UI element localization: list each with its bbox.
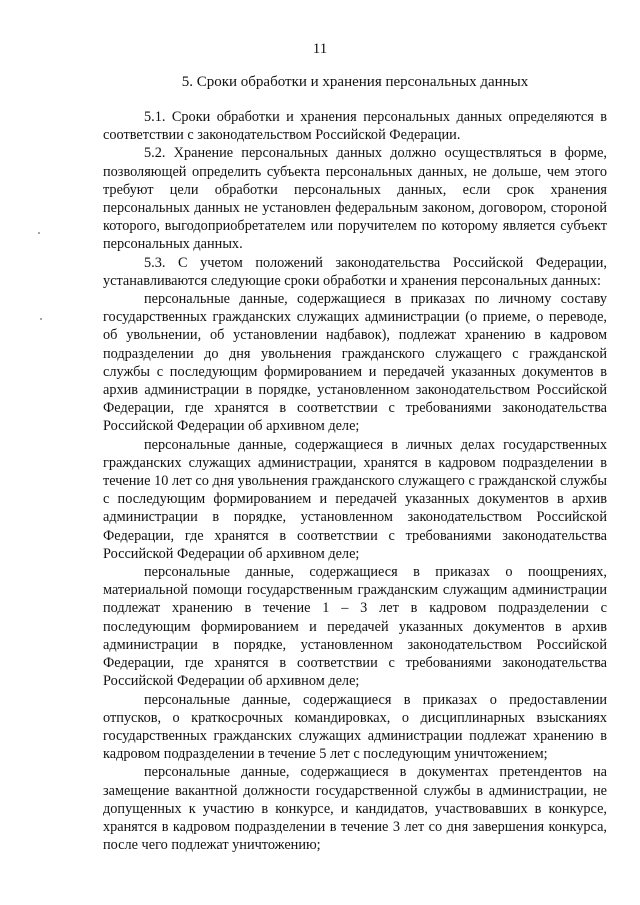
paragraph-5-1: 5.1. Сроки обработки и хранения персональных данных определяются в соответствии с законодательством Российской Федерации.: [103, 109, 607, 144]
paragraph-5-3: 5.3. С учетом положений законодательства Российской Федерации, устанавливаются следующие сроки обработки и хранения персональных данных:: [103, 254, 607, 289]
list-item-orders-incentives: персональные данные, содержащиеся в приказах о поощрениях, материальной помощи государственным гражданским служащим администрации подлежат хранению в течение 1 – 3 лет в кадровом подразделении с последующим формированием и передачей указанных документов в архив администрации в порядке, установленном законодательством Российской Федерации, где хранятся в соответствии с требованиями законодательства Российской Федерации об архивном деле;: [103, 564, 607, 690]
list-item-personal-files: персональные данные, содержащиеся в личных делах государственных гражданских служащих администрации, хранятся в кадровом подразделении в течение 10 лет со дня увольнения гражданского служащего с гражданской службы с последующим формированием и передачей указанных документов в архив администрации в порядке, установленном законодательством Российской Федерации, где хранятся в соответствии с требованиями законодательства Российской Федерации об архивном деле;: [103, 436, 607, 562]
list-item-orders-leave: персональные данные, содержащиеся в приказах о предоставлении отпусков, о краткосрочных командировках, о дисциплинарных взысканиях государственных гражданских служащих администрации подлежат хранению в кадровом подразделении в течение 5 лет с последующим уничтожением;: [103, 691, 607, 763]
scan-speck: [38, 232, 40, 234]
paragraph-5-2: 5.2. Хранение персональных данных должно осуществляться в форме, позволяющей определить субъекта персональных данных, не дольше, чем этого требуют цели обработки персональных данных, если срок хранения персональных данных не установлен федеральным законом, договором, стороной которого, выгодоприобретателем или поручителем по которому является субъект персональных данных.: [103, 145, 607, 253]
scan-speck: [40, 318, 42, 320]
page-number: 11: [312, 41, 328, 57]
document-body: [103, 108, 607, 854]
section-title: 5. Сроки обработки и хранения персональных данных: [181, 74, 529, 90]
list-item-candidate-documents: персональные данные, содержащиеся в документах претендентов на замещение вакантной должности государственной службы в администрации, не допущенных к участию в конкурсе, и кандидатов, участвовавших в конкурсе, хранятся в кадровом подразделении в течение 3 лет со дня завершения конкурса, после чего подлежат уничтожению;: [103, 764, 607, 854]
list-item-orders-personnel: персональные данные, содержащиеся в приказах по личному составу государственных гражданских служащих администрации (о приеме, о переводе, об увольнении, об установлении надбавок), подлежат хранению в кадровом подразделении до дня увольнения гражданского служащего с гражданской службы с последующим формированием и передачей указанных документов в архив администрации в порядке, установленном законодательством Российской Федерации, где хранятся в соответствии с требованиями законодательства Российской Федерации об архивном деле;: [103, 291, 607, 435]
